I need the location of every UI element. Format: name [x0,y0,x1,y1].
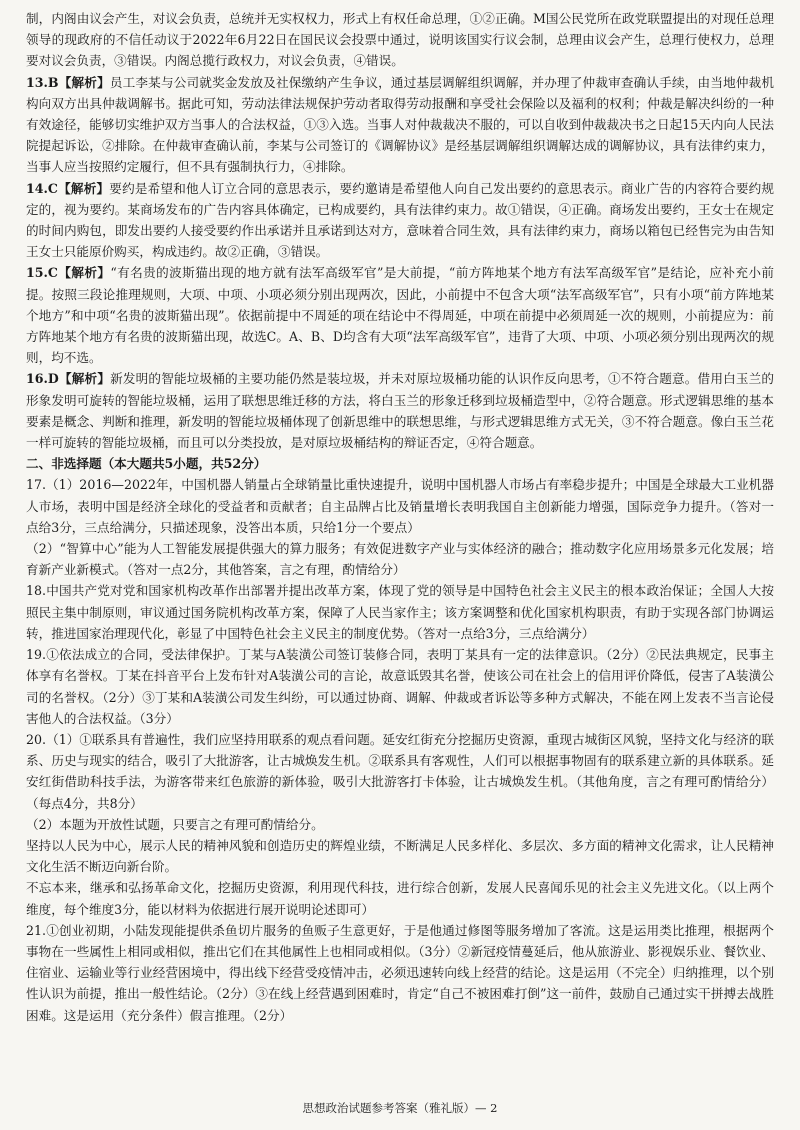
answer-15 [26,262,774,368]
intro-paragraph: 制，内阁由议会产生，对议会负责，总统并无实权权力，形式上有权任命总理，①②正确。M国公民党所在政党联盟提出的对现任总理领导的现政府的不信任动议于2022年6月22日在国民议会投票中通过，说明该国实行议会制，总理由议会产生，总理行使权力，总理要对议会负责，③错误。内阁总揽行政权力，对议会负责，④错误。 [26,11,774,69]
answer-16-text: 新发明的智能垃圾桶的主要功能仍然是装垃圾，并未对原垃圾桶功能的认识作反向思考，①不符合题意。借用白玉兰的形象发明可旋转的智能垃圾桶，运用了联想思维迁移的方法，将白玉兰的形象迁移到垃圾桶造型中，②符合题意。形式逻辑思维的基本要素是概念、判断和推理，新发明的智能垃圾桶体现了创新思维中的联想思维，与形式逻辑思维方式无关，③不符合题意。像白玉兰花一样可旋转的智能垃圾桶，而且可以分类投放，是对原垃圾桶结构的辩证否定，④符合题意。 [26,371,775,451]
answer-14-num: 14.C [26,180,58,196]
answer-20-point1: 坚持以人民为中心，展示人民的精神风貌和创造历史的辉煌业绩，不断满足人民多样化、多层次、多方面的精神文化需求，让人民精神文化生活不断迈向新台阶。 [26,837,774,875]
answer-13 [26,72,774,178]
answer-14-text: 要约是希望和他人订立合同的意思表示，要约邀请是希望他人向自己发出要约的意思表示。商业广告的内容符合要约规定的，视为要约。某商场发布的广告内容具体确定，已构成要约，具有法律约束力。故①错误，④正确。商场发出要约，王女士在规定的时间内购包，即发出要约人接受要约作出承诺并且承诺到达对方，意味着合同生效，具有法律约束力，商场以箱包已经售完为由告知王女士只能原价购买，构成违约。故②正确，③错误。 [26,180,775,260]
answer-20-part2: （2）本题为开放性试题，只要言之有理可酌情给分。 [26,816,324,832]
answer-15-tag: 【解析】 [57,265,111,281]
answer-14-tag: 【解析】 [57,180,110,196]
answer-13-text: 员工李某与公司就奖金发放及社保缴纳产生争议，通过基层调解组织调解，并办理了仲裁审查确认手续，由当地仲裁机构向双方出具仲裁调解书。据此可知，劳动法律法规保护劳动者取得劳动报酬和享受社会保险以及福利的权利；仲裁是解决纠纷的一种有效途径，能够切实维护双方当事人的合法权益，①③入选。当事人对仲裁裁决不服的，可以自收到仲裁裁决书之日起15天内向人民法院提起诉讼，②排除。在仲裁审查确认前，李某与公司签订的《调解协议》是经基层调解组织调解达成的调解协议，具有法律约束力，当事人应当按照约定履行，但不具有强制执行力，④排除。 [26,74,775,175]
page-content [26,8,774,1026]
answer-17-part1: 17.（1）2016—2022年，中国机器人销量占全球销量比重快速提升，说明中国机器人市场占有率稳步提升；中国是全球最大工业机器人市场，表明中国是经济全球化的受益者和贡献者；自主品牌占比及销量增长表明我国自主创新能力增强，国际竞争力提升。（答对一点给3分，三点给满分，只描述现象，没答出本质，只给1分一个要点） [26,477,774,535]
answer-17-part2: （2）“智算中心”能为人工智能发展提供强大的算力服务；有效促进数字产业与实体经济的融合；推动数字化应用场景多元化发展；培育新产业新模式。（答对一点2分，其他答案，言之有理，酌情给分） [26,541,774,578]
answer-20-point2: 不忘本来，继承和弘扬革命文化，挖掘历史资源，利用现代科技，进行综合创新，发展人民喜闻乐见的社会主义先进文化。（以上两个维度，每个维度3分，能以材料为依据进行展开说明论述即可） [26,880,774,917]
answer-13-num: 13.B [26,74,59,90]
answer-16-tag: 【解析】 [58,371,111,387]
answer-18: 18.中国共产党对党和国家机构改革作出部署并提出改革方案，体现了党的领导是中国特色社会主义民主的根本政治保证；全国人大按照民主集中制原则，审议通过国务院机构改革方案，保障了人民当家作主；该方案调整和优化国家机构职责，有助于实现各部门协调运转，推进国家治理现代化，彰显了中国特色社会主义民主的制度优势。（答对一点给3分，三点给满分） [26,583,774,641]
answer-21: 21.①创业初期，小陆发现能提供杀鱼切片服务的鱼贩子生意更好，于是他通过修图等服务增加了客流。这是运用类比推理，根据两个事物在一些属性上相同或相似，推出它们在其他属性上也相同或相似。（3分）②新冠疫情蔓延后，他从旅游业、影视娱乐业、餐饮业、住宿业、运输业等行业经营困境中，得出线下经营受疫情冲击，必须迅速转向线上经营的结论。这是运用（不完全）归纳推理，以个别性认识为前提，推出一般性结论。（2分）③在线上经营遇到困难时，肯定“自己不被困难打倒”这一前件，鼓励自己通过实干拼搏去战胜困难。这是运用（充分条件）假言推理。（2分） [26,922,774,1023]
page-footer: 思想政治试题参考答案（雅礼版）— 2 [302,1101,498,1115]
answer-14 [26,178,774,263]
answer-19: 19.①依法成立的合同，受法律保护。丁某与A装潢公司签订装修合同，表明丁某具有一定的法律意识。（2分）②民法典规定，民事主体享有名誉权。丁某在抖音平台上发布针对A装潢公司的言论，故意诋毁其名誉，使该公司在社会上的信用评价降低，侵害了A装潢公司的名誉权。（2分）③丁某和A装潢公司发生纠纷，可以通过协商、调解、仲裁或者诉讼等多种方式解决，不能在网上发表不当言论侵害他人的合法权益。（3分） [26,647,774,726]
answer-15-num: 15.C [26,265,58,281]
answer-13-tag: 【解析】 [58,74,110,90]
section-heading: 二、非选择题（本大题共5小题，共52分） [26,456,267,472]
answer-15-text: “有名贵的波斯猫出现的地方就有法军高级军官”是大前提，“前方阵地某个地方有法军高级军官”是结论，应补充小前提。按照三段论推理规则，大项、中项、小项必须分别出现两次，因此，小前提中不包含大项“法军高级军官”，只有小项“前方阵地某个地方”和中项“名贵的波斯猫出现”。依据前提中不周延的项在结论中不得周延，中项在前提中必须周延一次的规则，小前提应为：前方阵地某个地方有名贵的波斯猫出现，故选C。A、B、D均含有大项“法军高级军官”，违背了大项、中项、小项必须分别出现两次的规则，均不选。 [26,265,775,366]
answer-20-part1: 20.（1）①联系具有普遍性，我们应坚持用联系的观点看问题。延安红街充分挖掘历史资源，重现古城街区风貌，坚持文化与经济的联系、历史与现实的结合，吸引了大批游客，让古城焕发生机。②联系具有客观性，人们可以根据事物固有的联系建立新的具体联系。延安红街借助科技手法，为游客带来红色旅游的新体验，吸引大批游客打卡体验，让古城焕发生机。（其他角度，言之有理可酌情给分）（每点4分，共8分） [26,731,774,811]
answer-16-num: 16.D [26,371,59,387]
answer-16 [26,368,774,453]
